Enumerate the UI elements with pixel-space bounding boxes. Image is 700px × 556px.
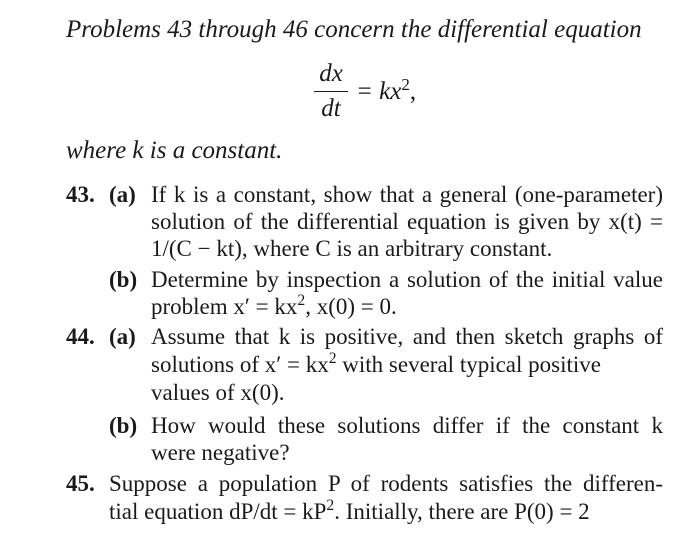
- problem-45-number: 45.: [66, 471, 95, 496]
- problem-44b-label: (b): [109, 413, 138, 438]
- problem-44a-line-3: values of x(0).: [151, 380, 285, 405]
- fraction-numerator: dx: [319, 60, 343, 87]
- problem-43a-label: (a): [109, 182, 136, 207]
- equation-rhs: = $kx^2$,: [356, 74, 417, 105]
- problem-44-number: 44.: [66, 324, 95, 349]
- problem-43a-line-3: 1/(C − kt), where C is an arbitrary constant.: [151, 236, 553, 261]
- problem-44a-line-1: Assume that k is positive, and then sketch graphs of: [151, 324, 663, 349]
- intro-text: Problems 43 through 46 concern the differential equation: [66, 16, 642, 43]
- problem-43b-line-2: problem $x' = kx^2$, x(0) = 0.: [151, 292, 397, 319]
- derivative-fraction: [314, 59, 348, 124]
- problem-45-line-2: tial equation $dP/dt = kP^2$. Initially, there are P(0) = 2: [109, 497, 590, 524]
- problem-44b-line-1: How would these solutions differ if the constant k: [151, 413, 663, 438]
- problem-43-number: 43.: [66, 182, 95, 207]
- fraction-bar: [314, 91, 348, 92]
- fraction-denominator: dt: [321, 95, 341, 122]
- problem-44b-line-2: were negative?: [151, 440, 290, 465]
- problem-44a-line-2: solutions of x′ = kx $^2$ with several typical positive: [151, 350, 601, 377]
- problem-43b-line-1: Determine by inspection a solution of the initial value: [151, 267, 663, 292]
- problem-43a-line-2: solution of the differential equation is given by x(t) =: [151, 209, 663, 234]
- problem-43a-line-1: If k is a constant, show that a general (one-parameter): [151, 182, 663, 207]
- problem-43b-label: (b): [109, 267, 138, 292]
- problem-44a-label: (a): [109, 324, 136, 349]
- problem-45-line-1: Suppose a population P of rodents satisfies the differen-: [109, 471, 663, 496]
- where-line: where k is a constant.: [66, 137, 283, 164]
